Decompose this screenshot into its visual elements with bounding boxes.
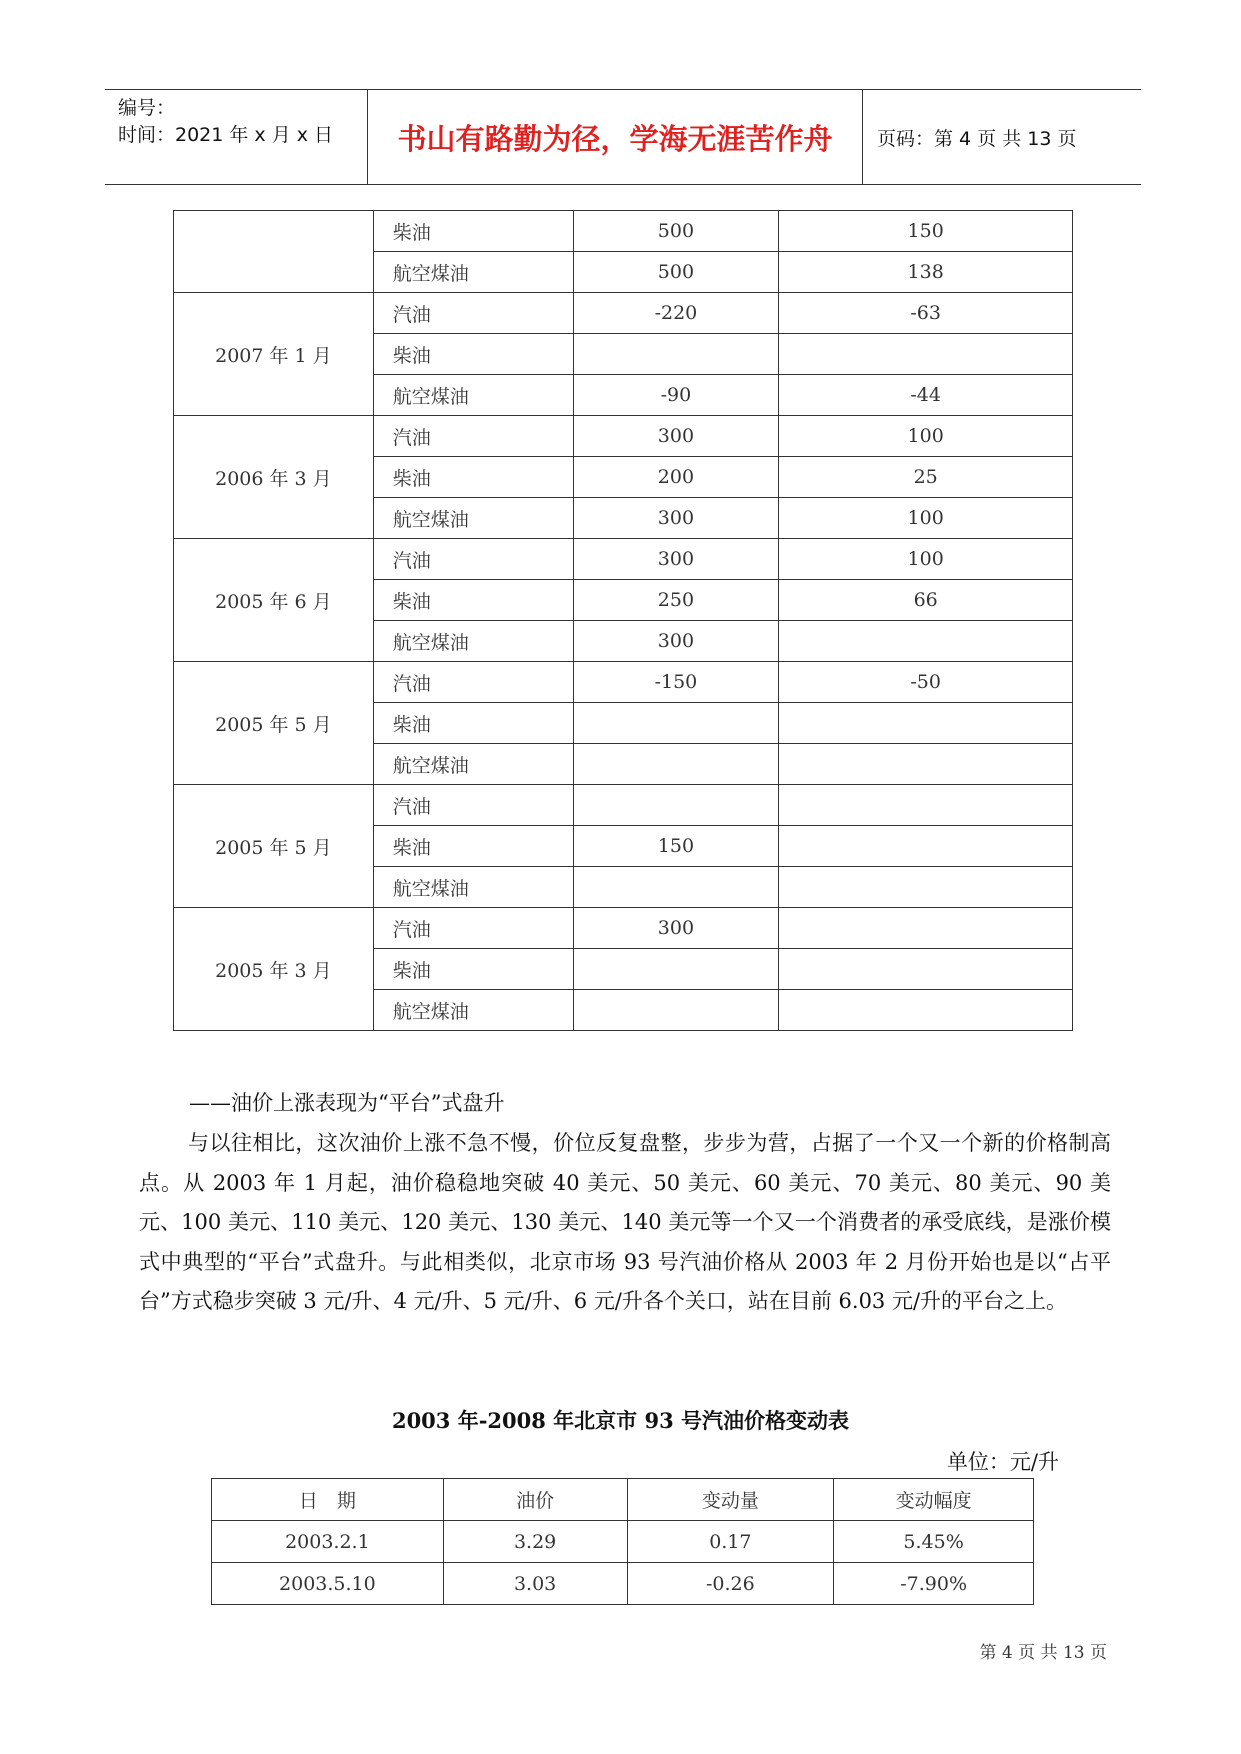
value-cell: [573, 867, 779, 908]
column-header: 油价: [443, 1479, 627, 1521]
fuel-cell: 航空煤油: [373, 990, 573, 1031]
value-cell: 300: [573, 621, 779, 662]
value-cell: -50: [779, 662, 1073, 703]
table-cell: -7.90%: [834, 1563, 1034, 1605]
table-cell: 2003.2.1: [212, 1521, 444, 1563]
value-cell: -220: [573, 293, 779, 334]
change-table-title: 2003 年-2008 年北京市 93 号汽油价格变动表: [391, 1408, 850, 1433]
header-page-info: 页码：第 4 页 共 13 页: [877, 127, 1077, 150]
value-cell: [573, 334, 779, 375]
table-row: [212, 1521, 1034, 1563]
value-cell: 100: [779, 539, 1073, 580]
fuel-cell: 柴油: [373, 211, 573, 252]
date-cell: 2005 年 3 月: [174, 908, 374, 1031]
fuel-cell: 柴油: [373, 703, 573, 744]
table-row: [174, 539, 1073, 580]
fuel-cell: 汽油: [373, 785, 573, 826]
value-cell: [779, 334, 1073, 375]
value-cell: 138: [779, 252, 1073, 293]
table-cell: 5.45%: [834, 1521, 1034, 1563]
table-cell: 3.29: [443, 1521, 627, 1563]
value-cell: [573, 990, 779, 1031]
value-cell: 150: [573, 826, 779, 867]
fuel-cell: 柴油: [373, 949, 573, 990]
fuel-cell: 航空煤油: [373, 621, 573, 662]
value-cell: [779, 908, 1073, 949]
value-cell: -44: [779, 375, 1073, 416]
fuel-cell: 航空煤油: [373, 498, 573, 539]
fuel-cell: 汽油: [373, 416, 573, 457]
number-label: 编号：: [118, 97, 176, 119]
date-cell: 2005 年 6 月: [174, 539, 374, 662]
fuel-cell: 柴油: [373, 457, 573, 498]
fuel-cell: 汽油: [373, 662, 573, 703]
value-cell: 300: [573, 539, 779, 580]
fuel-cell: 航空煤油: [373, 252, 573, 293]
value-cell: [779, 949, 1073, 990]
fuel-cell: 汽油: [373, 908, 573, 949]
date-cell: [174, 211, 374, 293]
fuel-cell: 航空煤油: [373, 375, 573, 416]
date-cell: 2007 年 1 月: [174, 293, 374, 416]
date-cell: 2006 年 3 月: [174, 416, 374, 539]
fuel-cell: 柴油: [373, 334, 573, 375]
fuel-cell: 航空煤油: [373, 867, 573, 908]
table-cell: -0.26: [627, 1563, 834, 1605]
table-row: [174, 293, 1073, 334]
value-cell: 250: [573, 580, 779, 621]
table-cell: 3.03: [443, 1563, 627, 1605]
table-row: [174, 416, 1073, 457]
value-cell: 500: [573, 252, 779, 293]
value-cell: 100: [779, 416, 1073, 457]
value-cell: [779, 990, 1073, 1031]
value-cell: 300: [573, 416, 779, 457]
value-cell: 100: [779, 498, 1073, 539]
value-cell: [779, 826, 1073, 867]
value-cell: [779, 703, 1073, 744]
value-cell: -150: [573, 662, 779, 703]
value-cell: [573, 744, 779, 785]
value-cell: [779, 744, 1073, 785]
page-footer: 第 4 页 共 13 页: [979, 1643, 1107, 1663]
value-cell: [573, 703, 779, 744]
column-header: 变动幅度: [834, 1479, 1034, 1521]
table-row: [174, 211, 1073, 252]
value-cell: [573, 949, 779, 990]
value-cell: 300: [573, 498, 779, 539]
price-adjustment-table: [173, 210, 1073, 1031]
table-row: [212, 1563, 1034, 1605]
date-cell: 2005 年 5 月: [174, 662, 374, 785]
section-subtitle: ——油价上涨表现为“平台”式盘升: [189, 1091, 505, 1115]
value-cell: 200: [573, 457, 779, 498]
body-paragraph: 与以往相比，这次油价上涨不急不慢，价位反复盘整，步步为营，占据了一个又一个新的价格制高点。从 2003 年 1 月起，油价稳稳地突破 40 美元、50 美元、60 美元、70 美元、80 美元、90 美元、100 美元、110 美元、120 美元、130 美元、140 美元等一个又一个消费者的承受底线，是涨价模式中典型的“平台”式盘升。与此相类似，北京市场 93 号汽油价格从 2003 年 2 月份开始也是以“占平台”方式稳步突破 3 元/升、4 元/升、5 元/升、6 元/升各个关口，站在目前 6.03 元/升的平台之上。: [139, 1131, 1111, 1313]
table-cell: 2003.5.10: [212, 1563, 444, 1605]
table-row: [174, 908, 1073, 949]
unit-label: 单位：元/升: [946, 1450, 1059, 1474]
column-header: 变动量: [627, 1479, 834, 1521]
value-cell: 500: [573, 211, 779, 252]
value-cell: [573, 785, 779, 826]
fuel-cell: 航空煤油: [373, 744, 573, 785]
time-label: 时间：2021 年 x 月 x 日: [118, 124, 334, 146]
value-cell: 300: [573, 908, 779, 949]
value-cell: [779, 867, 1073, 908]
value-cell: 150: [779, 211, 1073, 252]
header-meta: [105, 90, 368, 184]
fuel-cell: 汽油: [373, 293, 573, 334]
value-cell: 25: [779, 457, 1073, 498]
header-motto: 书山有路勤为径，学海无涯苦作舟: [368, 90, 863, 184]
value-cell: [779, 785, 1073, 826]
value-cell: 66: [779, 580, 1073, 621]
table-row: [174, 785, 1073, 826]
table-row: [174, 662, 1073, 703]
fuel-cell: 柴油: [373, 580, 573, 621]
value-cell: [779, 621, 1073, 662]
gasoline-change-table: [211, 1478, 1034, 1605]
table-cell: 0.17: [627, 1521, 834, 1563]
value-cell: -63: [779, 293, 1073, 334]
fuel-cell: 汽油: [373, 539, 573, 580]
column-header: 日 期: [212, 1479, 444, 1521]
table-header-row: [212, 1479, 1034, 1521]
date-cell: 2005 年 5 月: [174, 785, 374, 908]
value-cell: -90: [573, 375, 779, 416]
page-header: [105, 89, 1141, 185]
fuel-cell: 柴油: [373, 826, 573, 867]
